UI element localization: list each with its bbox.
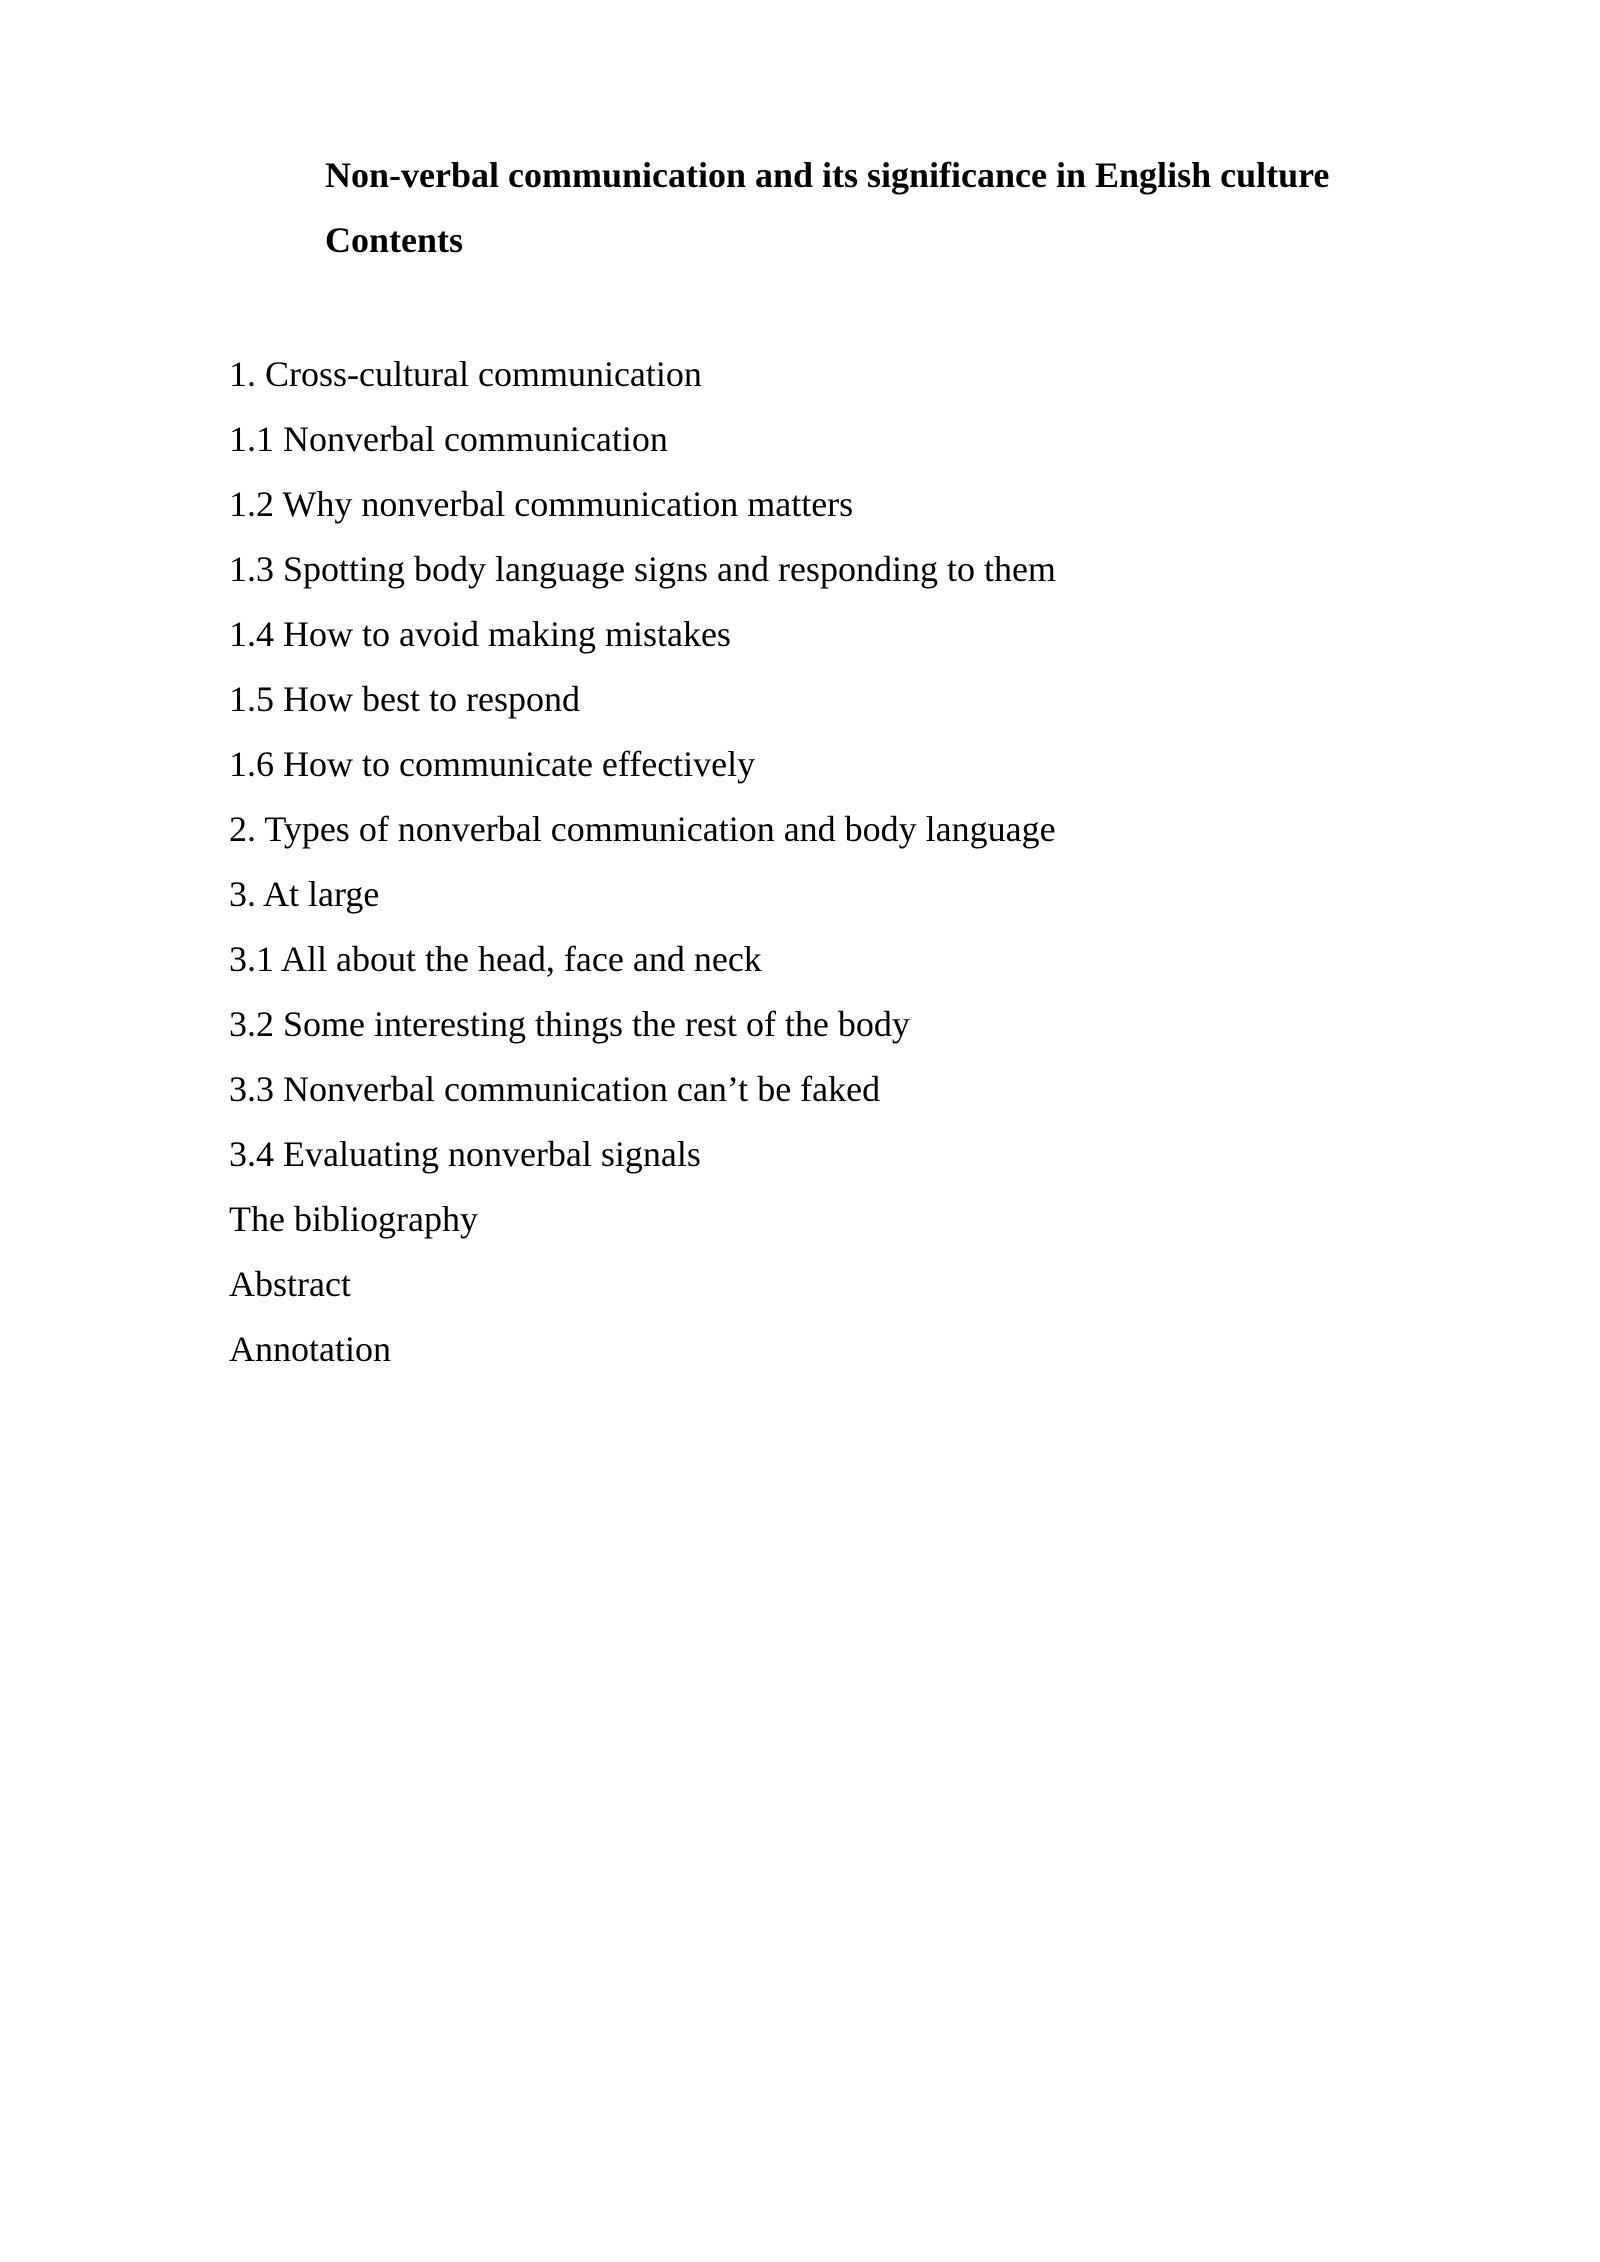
toc-item: 1.6 How to communicate effectively [229,744,756,784]
table-of-contents [229,342,1056,1382]
toc-item: Annotation [229,1329,391,1369]
toc-item: 3.2 Some interesting things the rest of the body [229,1004,910,1044]
toc-item: The bibliography [229,1199,478,1239]
toc-item: 3.3 Nonverbal communication can’t be faked [229,1069,881,1109]
document-title: Non-verbal communication and its significance in English culture [325,155,1330,195]
toc-item: 1.2 Why nonverbal communication matters [229,484,854,524]
toc-item: 2. Types of nonverbal communication and body language [229,809,1056,849]
toc-item: 1. Cross-cultural communication [229,354,702,394]
contents-heading: Contents [325,220,464,260]
toc-item: Abstract [229,1264,351,1304]
toc-item: 1.4 How to avoid making mistakes [229,614,731,654]
toc-item: 3.1 All about the head, face and neck [229,939,762,979]
toc-item: 1.1 Nonverbal communication [229,419,668,459]
toc-item: 3. At large [229,874,380,914]
toc-item: 3.4 Evaluating nonverbal signals [229,1134,701,1174]
toc-item: 1.5 How best to respond [229,679,580,719]
toc-item: 1.3 Spotting body language signs and responding to them [229,549,1056,589]
